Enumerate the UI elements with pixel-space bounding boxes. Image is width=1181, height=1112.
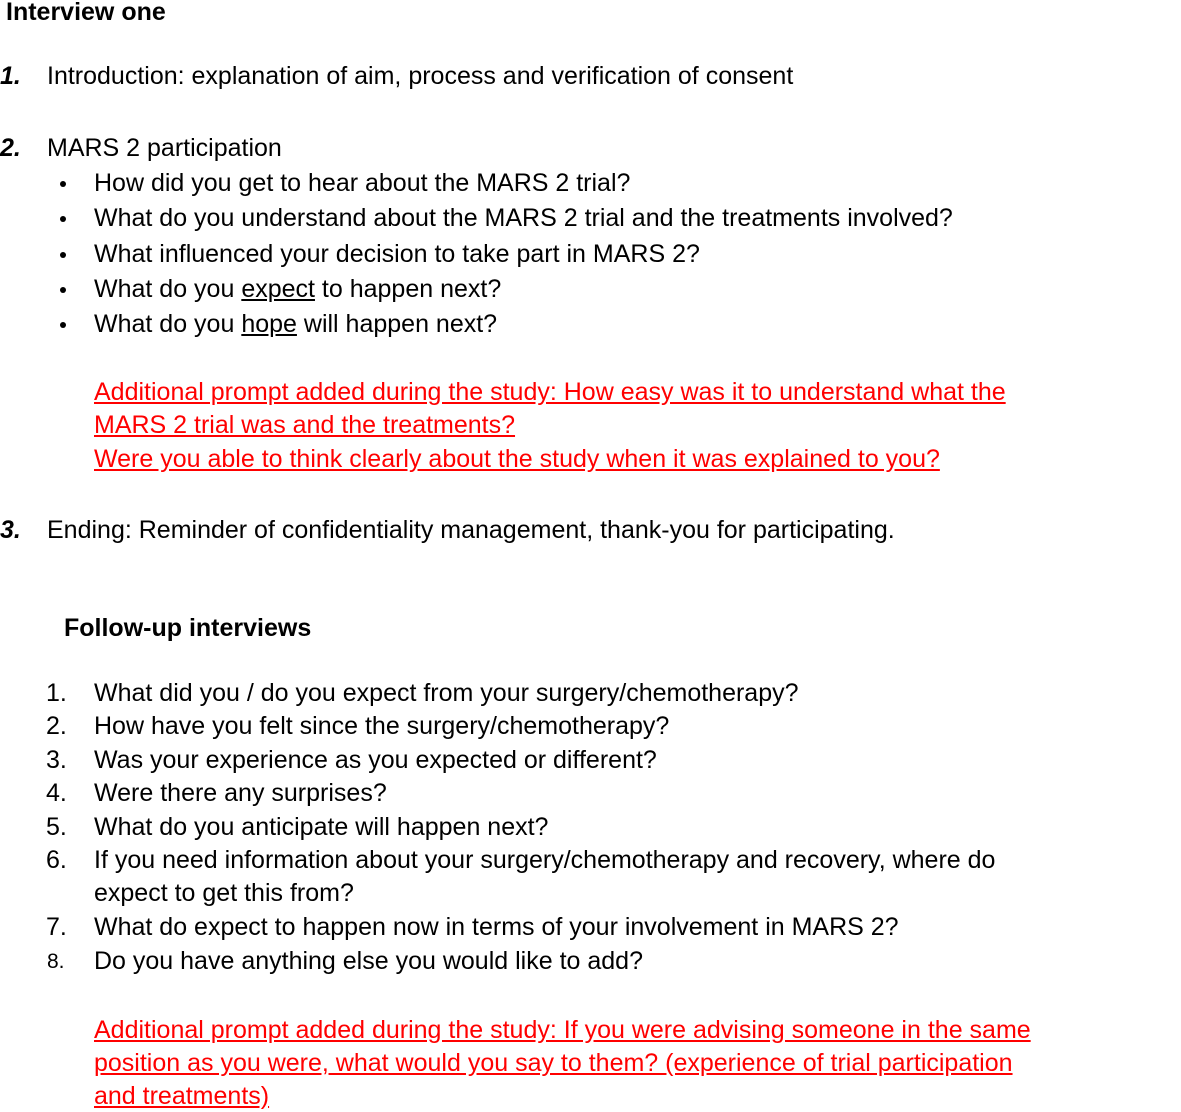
section-1-number: 1. bbox=[0, 62, 21, 90]
follow-up-item: Were there any surprises? bbox=[94, 779, 387, 807]
follow-up-item: How have you felt since the surgery/chemotherapy? bbox=[94, 712, 670, 740]
question-suffix: will happen next? bbox=[296, 310, 498, 338]
section-3-text: Ending: Reminder of confidentiality management, thank-you for participating. bbox=[47, 516, 895, 544]
interview-one-title: Interview one bbox=[6, 0, 166, 26]
follow-up-number: 6. bbox=[46, 846, 67, 874]
bullet-icon bbox=[60, 252, 66, 258]
question-prefix: What do you bbox=[94, 310, 242, 338]
additional-prompt-line: Were you able to think clearly about the study when it was explained to you? bbox=[94, 445, 940, 473]
follow-up-number: 1. bbox=[46, 679, 67, 707]
follow-up-item: Do you have anything else you would like to add? bbox=[94, 947, 643, 975]
question-emphasis: hope bbox=[241, 310, 297, 338]
bullet-icon bbox=[60, 181, 66, 187]
additional-prompt-line: position as you were, what would you say to them? (experience of trial participation bbox=[94, 1049, 1013, 1077]
follow-up-item-continuation: expect to get this from? bbox=[94, 879, 354, 907]
bullet-icon bbox=[60, 287, 66, 293]
question-item: How did you get to hear about the MARS 2 trial? bbox=[94, 169, 631, 197]
section-2-number: 2. bbox=[0, 134, 21, 162]
question-prefix: What do you bbox=[94, 275, 242, 303]
follow-up-number: 3. bbox=[46, 746, 67, 774]
follow-up-item: What did you / do you expect from your surgery/chemotherapy? bbox=[94, 679, 799, 707]
follow-up-number: 2. bbox=[46, 712, 67, 740]
section-2-text: MARS 2 participation bbox=[47, 134, 282, 162]
follow-up-number: 4. bbox=[46, 779, 67, 807]
follow-up-number: 8. bbox=[47, 950, 65, 973]
question-item bbox=[94, 274, 501, 304]
question-item: What influenced your decision to take part in MARS 2? bbox=[94, 240, 700, 268]
question-item: What do you understand about the MARS 2 trial and the treatments involved? bbox=[94, 204, 953, 232]
additional-prompt-line: MARS 2 trial was and the treatments? bbox=[94, 411, 516, 439]
additional-prompt-line: Additional prompt added during the study: If you were advising someone in the same bbox=[94, 1016, 1031, 1044]
follow-up-number: 5. bbox=[46, 813, 67, 841]
follow-up-item: If you need information about your surgery/chemotherapy and recovery, where do bbox=[94, 846, 996, 874]
question-suffix: to happen next? bbox=[314, 275, 502, 303]
follow-up-item: Was your experience as you expected or different? bbox=[94, 746, 657, 774]
follow-up-item: What do expect to happen now in terms of your involvement in MARS 2? bbox=[94, 913, 899, 941]
additional-prompt-line: Additional prompt added during the study: How easy was it to understand what the bbox=[94, 378, 1006, 406]
bullet-icon bbox=[60, 216, 66, 222]
question-item bbox=[94, 309, 497, 339]
additional-prompt-line: and treatments) bbox=[94, 1082, 270, 1110]
follow-up-item: What do you anticipate will happen next? bbox=[94, 813, 549, 841]
follow-up-number: 7. bbox=[46, 913, 67, 941]
section-1-text: Introduction: explanation of aim, process and verification of consent bbox=[47, 62, 794, 90]
bullet-icon bbox=[60, 322, 66, 328]
section-3-number: 3. bbox=[0, 516, 21, 544]
follow-up-title: Follow-up interviews bbox=[64, 614, 312, 642]
question-emphasis: expect bbox=[241, 275, 315, 303]
